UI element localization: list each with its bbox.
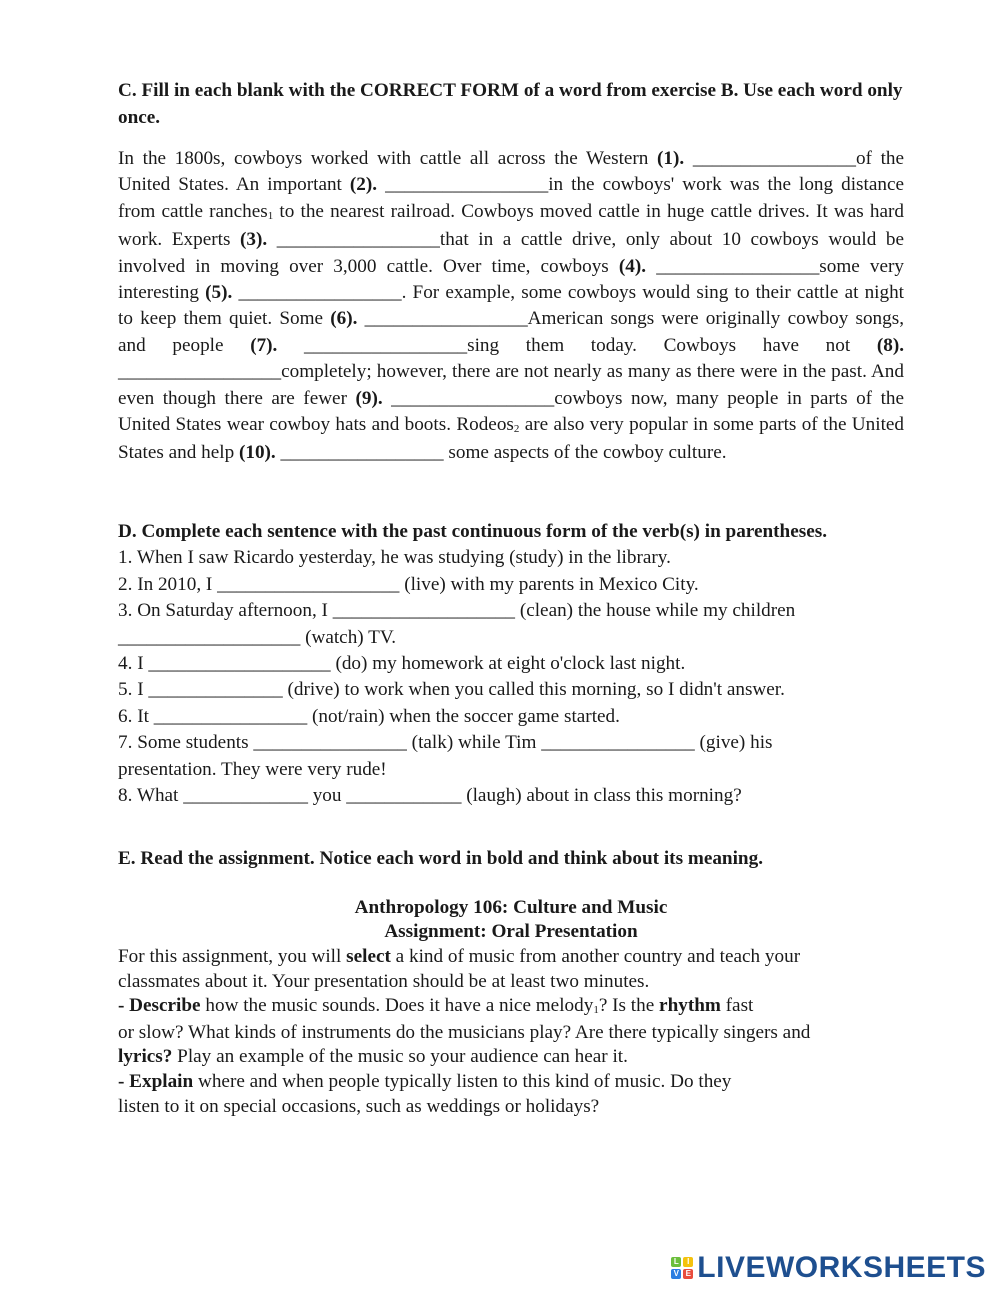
blank-4[interactable]: _________________ <box>656 255 820 277</box>
blank-number-1: (1). <box>657 148 685 169</box>
blank-number-2: (2). <box>349 174 378 196</box>
list-item[interactable]: 6. It ________________ (not/rain) when the soccer game started. <box>118 705 620 727</box>
blank-7[interactable]: _________________ <box>304 334 468 356</box>
assignment-line: For this assignment, you will select a kind of music from another country and teach your <box>118 945 801 967</box>
list-item[interactable]: 8. What _____________ you ____________ (laugh) about in class this morning? <box>118 785 742 807</box>
section-e-heading: E. Read the assignment. Notice each word in bold and think about its meaning. <box>118 848 763 870</box>
bold-word-explain: - Explain <box>118 1070 194 1092</box>
section-d-heading: D. Complete each sentence with the past continuous form of the verb(s) in parentheses. <box>118 520 827 542</box>
blank-number-9: (9). <box>355 387 383 409</box>
list-item[interactable]: 3. On Saturday afternoon, I ___________________ (clean) the house while my children <box>118 600 796 622</box>
bold-word-describe: - Describe <box>118 995 201 1017</box>
footnote-marker: 1 <box>267 209 274 222</box>
blank-3[interactable]: _________________ <box>276 229 440 251</box>
assignment-title: Assignment: Oral Presentation <box>384 921 638 943</box>
logo-mark-icon <box>671 1257 693 1279</box>
list-item[interactable]: 2. In 2010, I ___________________ (live) with my parents in Mexico City. <box>118 573 699 595</box>
assignment-body <box>118 945 904 1119</box>
logo-letter-l: L <box>671 1257 681 1267</box>
blank-number-8: (8). <box>876 334 905 356</box>
worksheet-page <box>118 78 904 1119</box>
assignment-course-title: Anthropology 106: Culture and Music <box>354 896 668 918</box>
assignment-line: classmates about it. Your presentation should be at least two minutes. <box>118 970 650 992</box>
blank-number-3: (3). <box>240 229 268 251</box>
bold-word-rhythm: rhythm <box>659 995 721 1017</box>
logo-letter-e: E <box>683 1269 693 1279</box>
blank-10[interactable]: _________________ <box>280 442 444 464</box>
bold-word-select: select <box>346 945 391 967</box>
blank-9[interactable]: _________________ <box>391 387 555 409</box>
blank-6[interactable]: _________________ <box>364 308 528 330</box>
assignment-line: - Describe how the music sounds. Does it have a nice melody$_1$? Is the rhythm fast <box>118 995 754 1017</box>
logo-letter-v: V <box>671 1269 681 1279</box>
blank-number-6: (6). <box>330 308 358 330</box>
list-item[interactable]: 5. I ______________ (drive) to work when you called this morning, so I didn't answer. <box>118 679 785 701</box>
list-item: presentation. They were very rude! <box>118 758 387 780</box>
assignment-line: - Explain where and when people typically listen to this kind of music. Do they <box>118 1070 732 1092</box>
footnote-marker: 1 <box>593 1004 599 1017</box>
list-item[interactable]: ___________________ (watch) TV. <box>118 626 397 648</box>
logo-letter-i: I <box>683 1257 693 1267</box>
blank-number-5: (5). <box>205 282 233 304</box>
blank-2[interactable]: _________________ <box>385 174 549 196</box>
assignment-line: listen to it on special occasions, such as weddings or holidays? <box>118 1095 600 1117</box>
section-c-paragraph: In the 1800s, cowboys worked with cattle all across the Western (1). _________________of the United States. An important (2). _________________in the cowboys' work was the long distance from cattle ranches$_1$ to the nearest railroad. Cowboys moved cattle in huge cattle drives. It was hard work. Experts (3). _________________that in a cattle drive, only about 10 cowboys would be involved in moving over 3,000 cattle. Over time, cowboys (4). _________________some very interesting (5). _________________. For example, some cowboys would sing to their cattle at night to keep them quiet. Some (6). _________________American songs were originally cowboy songs, and people (7). _________________sing them today. Cowboys have not (8). _________________completely; however, there are not nearly as many as there were in the past. And even though there are fewer (9). _________________cowboys now, many people in parts of the United States wear cowboy hats and boots. Rodeos$_2$ are also very popular in some parts of the United States and help (10). _________________ some aspects of the cowboy culture. <box>118 148 905 464</box>
list-item[interactable]: 4. I ___________________ (do) my homework at eight o'clock last night. <box>118 653 686 674</box>
blank-number-7: (7). <box>250 334 278 356</box>
assignment-title-block <box>118 896 904 945</box>
list-item: 1. When I saw Ricardo yesterday, he was studying (study) in the library. <box>118 547 671 569</box>
blank-5[interactable]: _________________ <box>238 282 402 304</box>
footnote-marker: 2 <box>513 423 520 436</box>
blank-8[interactable]: _________________ <box>118 361 282 383</box>
assignment-line: lyrics? Play an example of the music so your audience can hear it. <box>118 1046 628 1068</box>
blank-number-10: (10). <box>238 442 276 464</box>
section-d-list <box>118 545 904 809</box>
blank-number-4: (4). <box>618 255 647 277</box>
list-item[interactable]: 7. Some students ________________ (talk) while Tim ________________ (give) his <box>118 732 773 754</box>
section-c-heading: C. Fill in each blank with the CORRECT FORM of a word from exercise B. Use each word only once. <box>118 80 903 128</box>
blank-1[interactable]: _________________ <box>692 148 856 169</box>
logo-text: LIVEWORKSHEETS <box>697 1251 986 1284</box>
assignment-line: or slow? What kinds of instruments do the musicians play? Are there typically singers and <box>118 1021 811 1043</box>
liveworksheets-logo <box>671 1253 986 1283</box>
bold-word-lyrics: lyrics? <box>118 1046 173 1068</box>
